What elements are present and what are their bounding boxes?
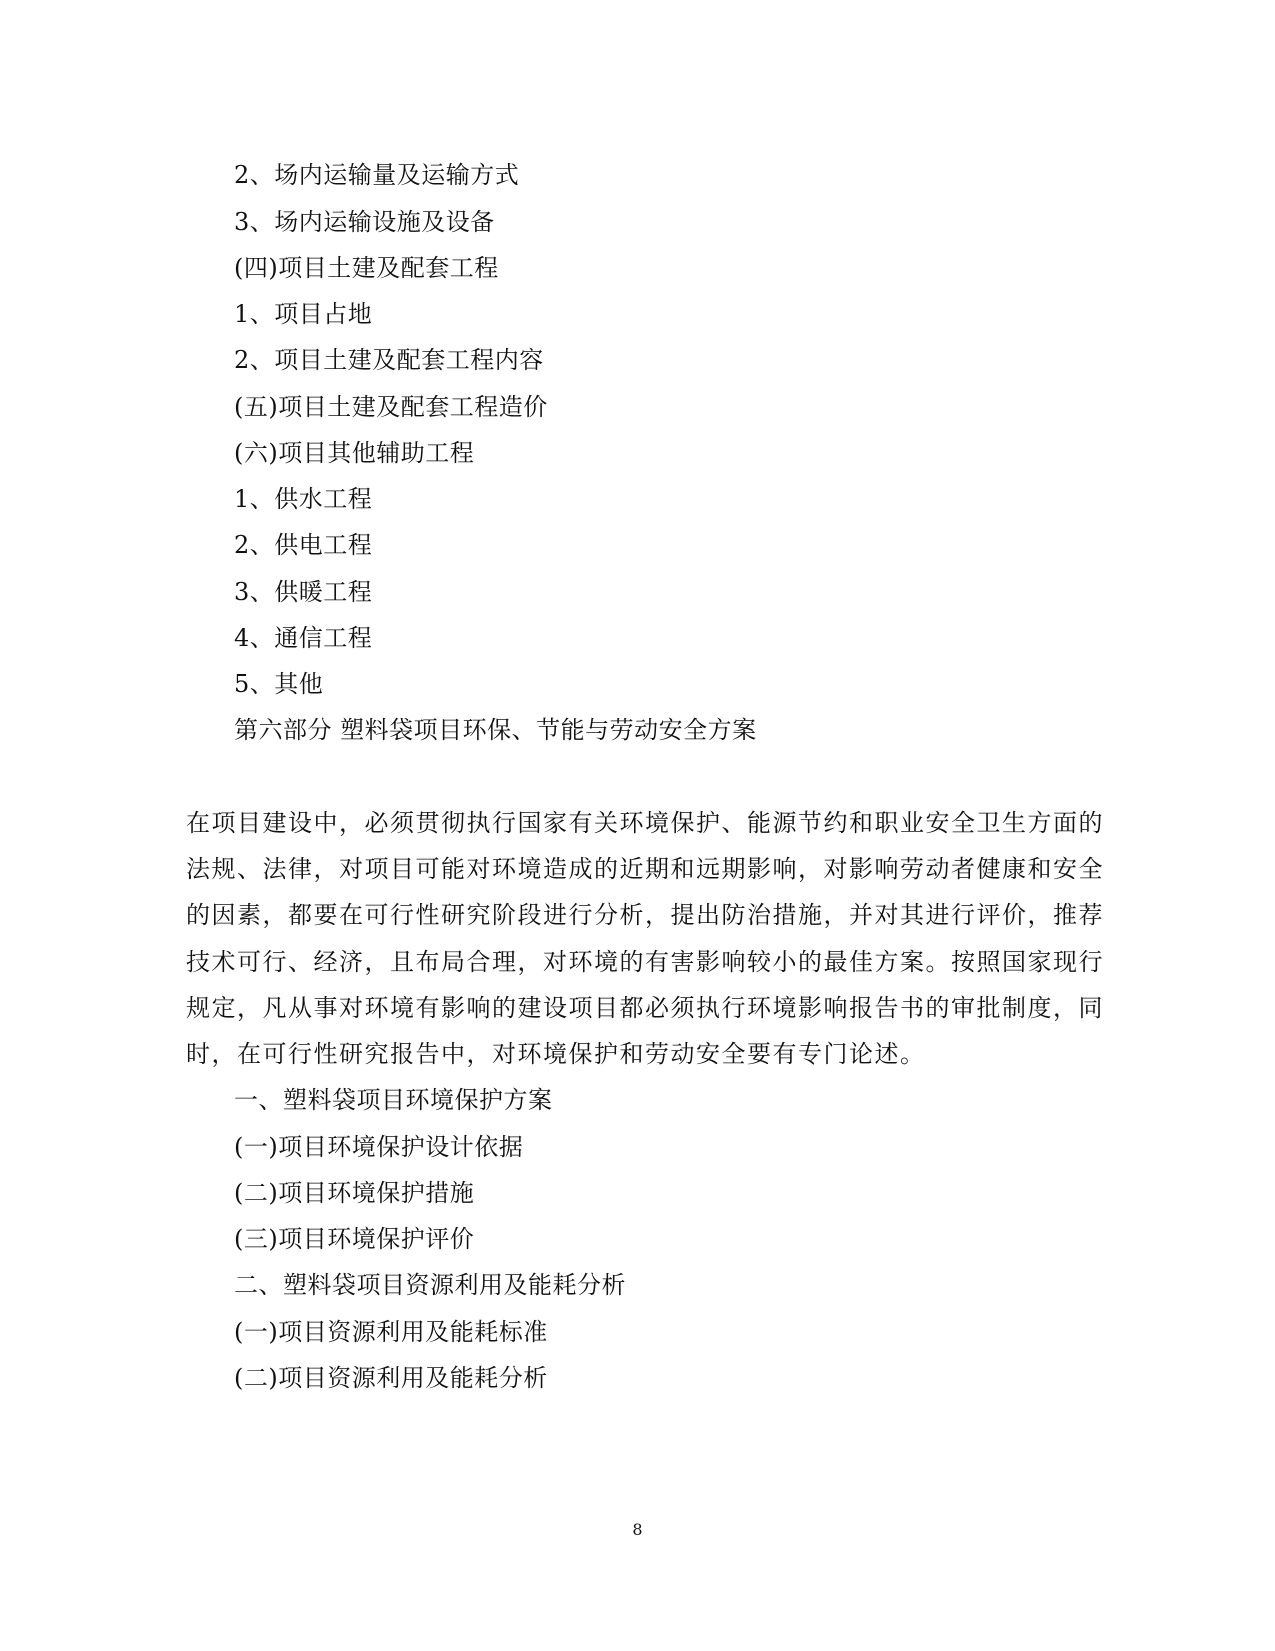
outline-item: (一)项目环境保护设计依据 [234, 1133, 524, 1161]
paragraph-line: 在项目建设中，必须贯彻执行国家有关环境保护、能源节约和职业安全卫生方面的 [186, 809, 1104, 837]
part-heading: 第六部分 塑料袋项目环保、节能与劳动安全方案 [234, 716, 757, 744]
section-heading: 一、塑料袋项目环境保护方案 [234, 1086, 553, 1114]
section-heading: (六)项目其他辅助工程 [234, 439, 475, 467]
outline-item: (一)项目资源利用及能耗标准 [234, 1318, 548, 1346]
outline-item: 2、供电工程 [234, 531, 373, 559]
section-heading: 二、塑料袋项目资源利用及能耗分析 [234, 1271, 626, 1299]
paragraph-line: 规定，凡从事对环境有影响的建设项目都必须执行环境影响报告书的审批制度，同 [186, 994, 1104, 1022]
outline-item: 2、项目土建及配套工程内容 [234, 346, 544, 374]
outline-item: 5、其他 [234, 670, 324, 698]
outline-item: 3、场内运输设施及设备 [234, 208, 495, 236]
section-heading: (五)项目土建及配套工程造价 [234, 393, 548, 421]
outline-item: 1、项目占地 [234, 300, 373, 328]
outline-item: (三)项目环境保护评价 [234, 1225, 475, 1253]
paragraph-line: 技术可行、经济，且布局合理，对环境的有害影响较小的最佳方案。按照国家现行 [186, 948, 1104, 976]
section-heading: (四)项目土建及配套工程 [234, 254, 499, 282]
outline-item: 2、场内运输量及运输方式 [234, 161, 520, 189]
page-number: 8 [632, 1520, 643, 1539]
outline-item: 3、供暖工程 [234, 578, 373, 606]
outline-item: 4、通信工程 [234, 624, 373, 652]
outline-item: (二)项目环境保护措施 [234, 1179, 475, 1207]
outline-item: 1、供水工程 [234, 485, 373, 513]
outline-item: (二)项目资源利用及能耗分析 [234, 1364, 548, 1392]
paragraph-line: 的因素，都要在可行性研究阶段进行分析，提出防治措施，并对其进行评价，推荐 [186, 901, 1104, 929]
paragraph-line: 时，在可行性研究报告中，对环境保护和劳动安全要有专门论述。 [186, 1040, 926, 1068]
paragraph-line: 法规、法律，对项目可能对环境造成的近期和远期影响，对影响劳动者健康和安全 [186, 855, 1104, 883]
